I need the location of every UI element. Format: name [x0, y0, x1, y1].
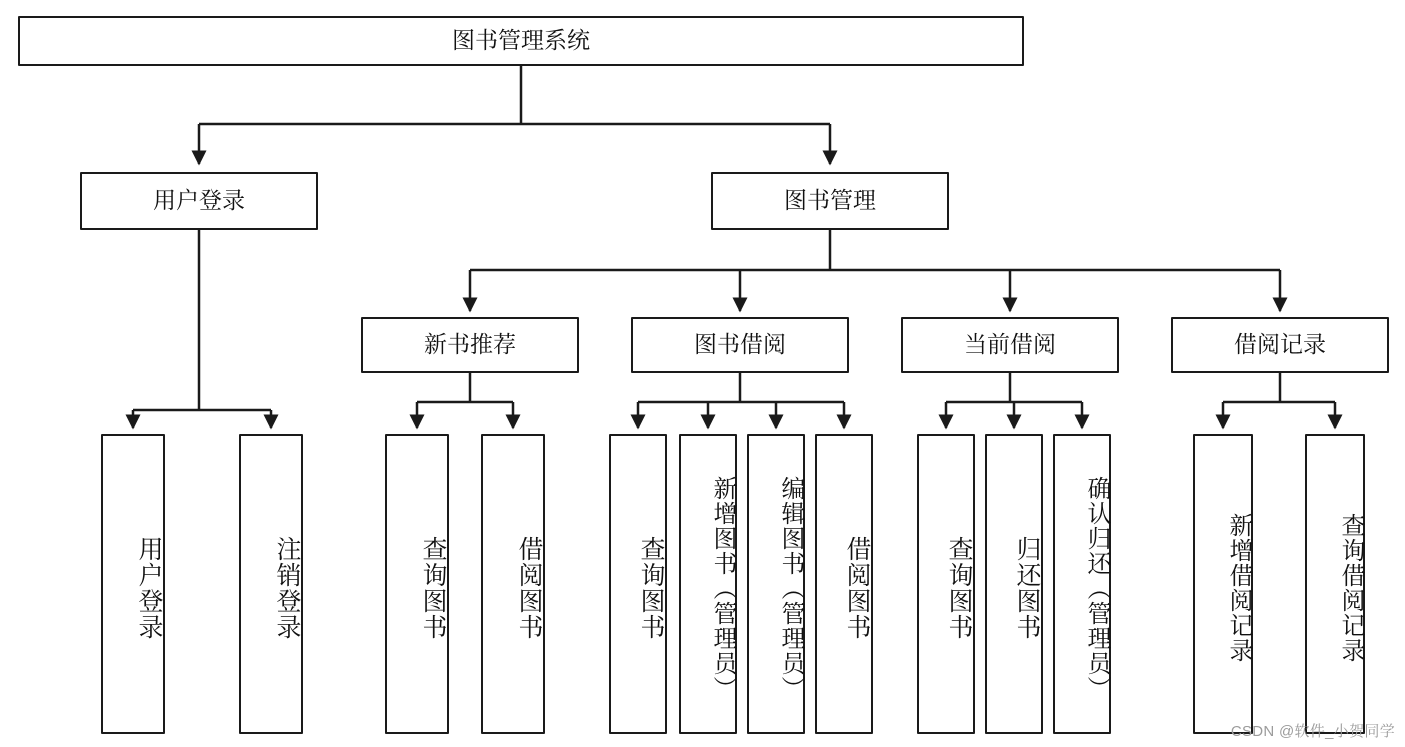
- node-leaf-user-login[interactable]: [101, 434, 165, 734]
- node-new-book-recommend-label: 新书推荐: [424, 331, 516, 358]
- node-leaf-return-book[interactable]: [985, 434, 1043, 734]
- node-leaf-borrow-book-new[interactable]: [481, 434, 545, 734]
- node-leaf-user-login-label: 用户登录: [135, 536, 163, 640]
- node-book-management-label: 图书管理: [784, 187, 876, 214]
- node-leaf-search-book-borrow-label: 查询图书: [637, 536, 665, 640]
- node-leaf-add-record[interactable]: [1193, 434, 1253, 734]
- node-leaf-return-book-label: 归还图书: [1013, 536, 1041, 640]
- node-user-login[interactable]: [80, 172, 318, 230]
- node-borrow-records-label: 借阅记录: [1234, 331, 1326, 358]
- node-leaf-search-book-new[interactable]: [385, 434, 449, 734]
- watermark: CSDN @软件_小贺同学: [1230, 723, 1395, 740]
- node-leaf-logout[interactable]: [239, 434, 303, 734]
- node-new-book-recommend[interactable]: [361, 317, 579, 373]
- node-book-borrow[interactable]: [631, 317, 849, 373]
- node-leaf-logout-label: 注销登录: [273, 536, 301, 640]
- node-current-borrow[interactable]: [901, 317, 1119, 373]
- node-leaf-confirm-return-label: 确认归还（管理员）: [1083, 475, 1110, 701]
- node-leaf-borrow-book-label: 借阅图书: [843, 536, 871, 640]
- node-borrow-records[interactable]: [1171, 317, 1389, 373]
- node-user-login-label: 用户登录: [153, 187, 245, 214]
- node-root-label: 图书管理系统: [452, 27, 590, 54]
- node-leaf-search-book-new-label: 查询图书: [419, 536, 447, 640]
- node-leaf-search-book-current-label: 查询图书: [945, 536, 973, 640]
- node-leaf-add-record-label: 新增借阅记录: [1225, 513, 1252, 663]
- node-leaf-borrow-book[interactable]: [815, 434, 873, 734]
- node-leaf-add-book[interactable]: [679, 434, 737, 734]
- node-leaf-edit-book[interactable]: [747, 434, 805, 734]
- node-leaf-edit-book-label: 编辑图书（管理员）: [777, 475, 804, 701]
- node-leaf-borrow-book-new-label: 借阅图书: [515, 536, 543, 640]
- node-leaf-search-record-label: 查询借阅记录: [1337, 513, 1364, 663]
- node-current-borrow-label: 当前借阅: [964, 331, 1056, 358]
- node-leaf-search-record[interactable]: [1305, 434, 1365, 734]
- node-book-management[interactable]: [711, 172, 949, 230]
- node-leaf-search-book-borrow[interactable]: [609, 434, 667, 734]
- node-book-borrow-label: 图书借阅: [694, 331, 786, 358]
- node-leaf-add-book-label: 新增图书（管理员）: [709, 475, 736, 701]
- node-leaf-confirm-return[interactable]: [1053, 434, 1111, 734]
- node-leaf-search-book-current[interactable]: [917, 434, 975, 734]
- node-root[interactable]: [18, 16, 1024, 66]
